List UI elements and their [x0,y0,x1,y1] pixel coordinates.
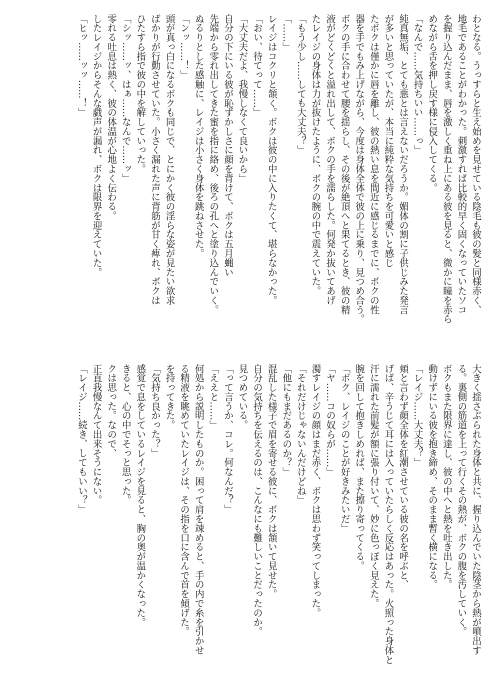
text-line: 「シッ……ッ、はぁ……なんで……ッ」 [119,14,131,183]
text-line: きると、心の中でそっと思った。 [119,364,131,505]
text-line: 先端から零れ出してきた蜜を指に絡め、後ろの孔へと塗り込んでいく。 [207,14,219,315]
text-line: 「ヒッ……ッッ……！」 [75,14,87,118]
text-line: 「レイジ……大丈夫？」 [411,364,423,468]
text-line: 動けずにいる彼を抱き締め、そのまま暫く横になる。 [426,364,438,590]
text-line: 「ええと……」 [207,364,219,430]
text-line: を握り込んだまま、唇を激しく重ね上にある彼を見ると、微かに瞳を赤ら [440,14,452,324]
text-line: 「ンッ……！」 [178,14,190,80]
text-line: ボクの手に合わせて腰を揺らし、その後が絶頂へと果てるとき、彼の精 [338,14,350,315]
text-line: 「……」 [280,14,292,52]
text-line: 「それだけじゃないんだけどね」 [294,364,306,505]
text-line: ぬるりとした感触に、レイジは小さく身体を跳ねさせた。 [192,14,204,259]
text-line: 大きく揺さぶられた身体と共に、握り込んでいた陰茎から熱が噴出す [470,364,481,656]
lower-text-block [16,364,482,686]
text-line: クは思った。なので、 [105,364,117,458]
text-line: 「もう少し……しても大丈夫？」 [294,14,306,155]
text-line: 「おい、待てって……」 [251,14,263,118]
text-line: めながら舌を押し戻す様に侵入してくる。 [426,14,438,193]
text-line: 液がどくどくと溢れ出して、ボクの手を濡らした。何発か抜いてあげ [324,14,336,306]
text-line: 何処から説明したものか。困って肩を竦めると、手の内で糸を引かせ [192,364,204,656]
text-line: ばかりが行動させていた。小さく漏れた声に背筋が甘く痺れ、ボクは [148,14,160,306]
text-line: 純真無垢、とても悪とは言えないだろうか。媚体の割に子供じみた発言 [397,14,409,315]
text-line: げば、辛うじて耳には入っていたらしく反応はあった。火照った身体と [382,364,394,665]
text-line: ボクもまた限界に達し、彼の中へと熱を吐き出した。 [440,364,452,590]
upper-text-block [16,14,482,334]
text-line: 零れる吐息は熱く、彼の体温が心地よく伝わる。 [105,14,117,221]
text-line: る。裏側の筋道を上って行くその熱が、ボクの腹を汚していく。 [455,364,467,637]
text-line: ひたすら指で彼の中を解していった。 [134,14,146,174]
text-line: レイジはコクリと頷く。ボクは彼の中に入りたくて、堪らなかった。 [265,14,277,306]
text-line: 汗に濡れた前髪が額に張り付いて、妙に色っぽく見えた。 [367,364,379,609]
text-line: したレイジからそんな戯声が漏れ、ボクは限界を迎えていた。 [90,14,102,277]
text-line: たボクは僅かに唇を離し、彼の熱い息を間近に感じるまでに、ボクの性 [367,14,379,315]
text-line: が多いと思っていたが、本当に純粋な気持ちを可愛いと感じ [382,14,394,268]
text-line: 「なんで……気持ちいい……っ」 [411,14,423,155]
text-line: 見つめている。 [236,364,248,430]
text-line: 「レイジ……続き、してもいい？」 [75,364,87,515]
text-line: 感覚で息をしているレイジを見ると、胸の奥が温かくなった。 [134,364,146,627]
text-line: 自分の下にいる彼が恥ずかしさに顔を背けて、ボクは五月蝿い [221,14,233,277]
text-line: たレイジの身体は力が抜けたように、ボクの腕の中で震えていた。 [309,14,321,296]
text-line: を持ってきた。 [163,364,175,430]
text-line: 腕を回して抱きしめれば、また擦り寄ってくる。 [353,364,365,571]
text-line: 「大丈夫だよ、我慢しなくて良いから」 [236,14,248,184]
text-line: 地毛であることがわかった。刺激すれば比較的早く固くなっていたソコ [455,14,467,315]
text-line: 「ボク、レイジのことが好きみたいだ」 [338,364,350,534]
text-line: 器を手でもみ上げながら、今度は身体全体で彼の上に乗り、見つめ合う。 [353,14,365,324]
text-line: 「って言うか、コレ。何なんだ？」 [221,364,233,515]
text-line: 頬と言わず顔全体を紅潮させている彼の名を呼ぶと、 [397,364,409,590]
text-line: 「他にもまだあるのか？」 [280,364,292,477]
text-line: 混乱した様子で眉を寄せる彼に、ボクは頷いて見せた。 [265,364,277,599]
text-line: 「ヤ……コの奴らが……」 [324,364,336,477]
text-line: 頭が真っ白になるボクも同じで、とにかく彼の淫らな姿が見たい欲求 [163,14,175,306]
text-line: 自分の気持ちを伝えるのは、こんなにも難しいことだったのか。 [251,364,263,637]
text-line: 濁すレイジの顔はまだ赤く、ボクは思わず笑ってしまった。 [309,364,321,618]
text-line: る精液を眺めていたレイジは、その指を口に含んで首を傾げた。 [178,364,190,637]
text-line: 「気持ち良かった？」 [148,364,160,458]
text-line: わとなる。うっすらと生え始めを見せている陰毛も彼の髪と同様赤く、 [470,14,481,315]
text-line: 正直我慢なんて出来そうにない。 [90,364,102,505]
